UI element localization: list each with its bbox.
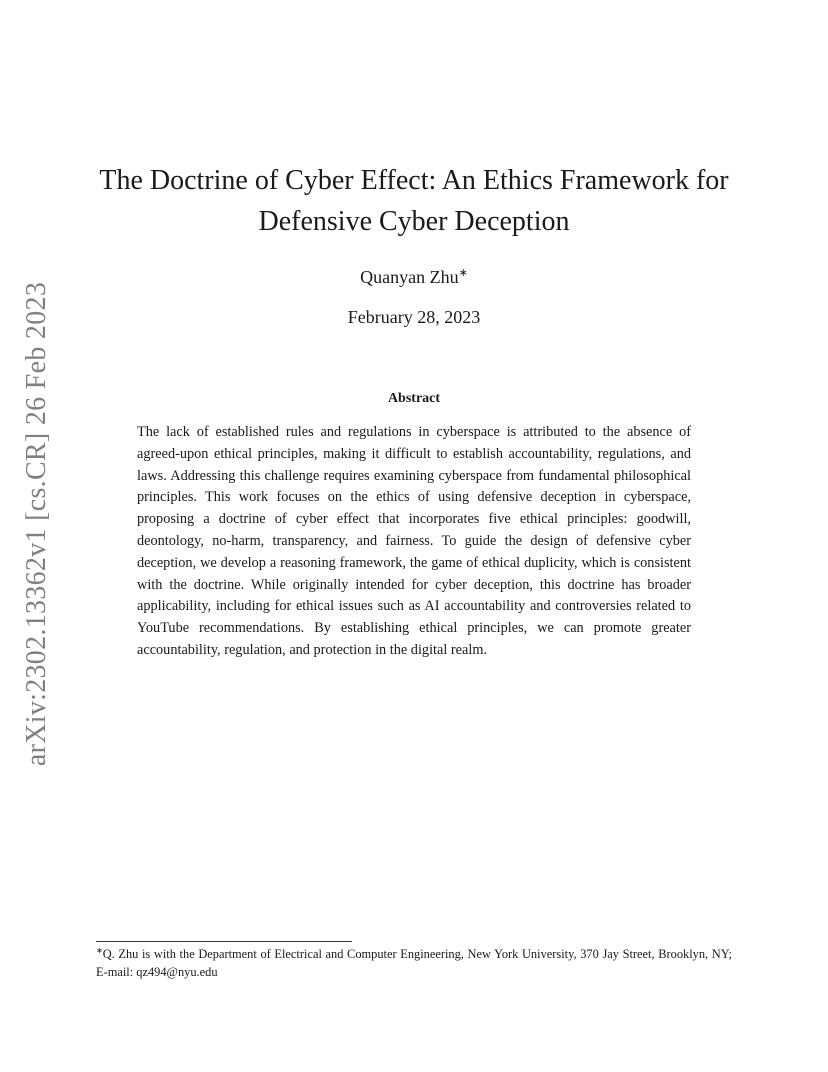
footnote <box>96 945 732 981</box>
footnote-text: Q. Zhu is with the Department of Electrical and Computer Engineering, New York University, 370 Jay Street, Brooklyn, NY; E-mail: qz494@nyu.edu <box>96 947 732 979</box>
paper-date: February 28, 2023 <box>347 307 481 327</box>
author-footnote-mark: ∗ <box>458 267 468 279</box>
abstract-body: The lack of established rules and regulations in cyberspace is attributed to the absence of agreed-upon ethical principles, making it difficult to establish accountability, regulations, and laws. Addressing this challenge requires examining cyberspace from fundamental philosophical principles. This work focuses on the ethics of using defensive deception in cyberspace, proposing a doctrine of cyber effect that incorporates five ethical principles: goodwill, deontology, no-harm, transparency, and fairness. To guide the design of defensive cyber deception, we develop a reasoning framework, the game of ethical duplicity, which is consistent with the doctrine. While originally intended for cyber deception, this doctrine has broader applicability, including for ethical issues such as AI accountability and controversies related to YouTube recommendations. By establishing ethical principles, we can promote greater accountability, regulation, and protection in the digital realm. <box>137 424 691 658</box>
footnote-mark: ∗ <box>96 945 103 955</box>
arxiv-identifier-text: arXiv:2302.13362v1 [cs.CR] 26 Feb 2023 <box>21 281 53 767</box>
author-line <box>80 266 748 288</box>
footnote-divider <box>96 941 352 942</box>
paper-title: The Doctrine of Cyber Effect: An Ethics Framework for Defensive Cyber Deception <box>99 165 729 237</box>
abstract-heading: Abstract <box>387 391 441 406</box>
author-name: Quanyan Zhu <box>360 267 459 287</box>
arxiv-identifier <box>17 281 57 767</box>
